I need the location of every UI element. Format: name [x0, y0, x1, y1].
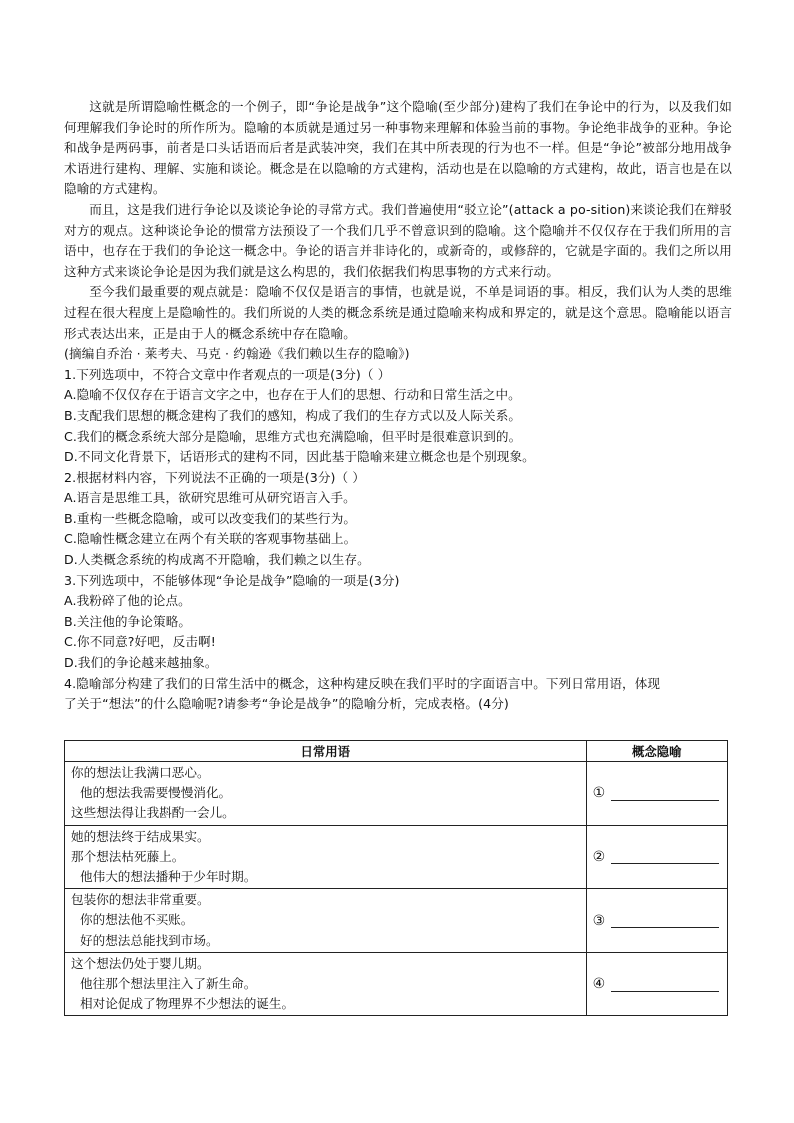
question-1-option-a: A.隐喻不仅仅存在于语言文字之中，也存在于人们的思想、行动和日常生活之中。: [64, 387, 521, 403]
question-2-option-b: B.重构一些概念隐喻，或可以改变我们的某些行为。: [64, 510, 357, 526]
phrase: 好的想法总能找到市场。: [80, 932, 219, 948]
phrases-cell: [65, 952, 587, 1016]
phrase: 你的想法让我满口恶心。: [71, 765, 210, 780]
column-header-concept-metaphor: 概念隐喻: [586, 741, 727, 762]
question-3-option-c: C.你不同意?好吧，反击啊!: [64, 634, 216, 650]
table-row: [65, 889, 728, 953]
column-header-daily-phrases: 日常用语: [65, 741, 587, 762]
question-3-option-a: A.我粉碎了他的论点。: [64, 593, 191, 609]
answer-cell[interactable]: [586, 889, 727, 953]
phrase: 他往那个想法里注入了新生命。: [80, 976, 257, 992]
answer-cell[interactable]: [586, 762, 727, 826]
answer-blank[interactable]: [611, 849, 719, 864]
phrases-cell: [65, 762, 587, 826]
question-4-stem-line-2: 了关于“想法”的什么隐喻呢?请参考“争论是战争”的隐喻分析，完成表格。(4分): [64, 696, 509, 712]
phrase: 相对论促成了物理界不少想法的诞生。: [80, 996, 295, 1012]
phrase: 他伟大的想法播种于少年时期。: [80, 869, 257, 885]
answer-cell[interactable]: [586, 952, 727, 1016]
question-2-stem: 2.根据材料内容，下列说法不正确的一项是(3分)（ ）: [64, 469, 366, 485]
passage-paragraph-1: 这就是所谓隐喻性概念的一个例子，即“争论是战争”这个隐喻(至少部分)建构了我们在争论中的行为，以及我们如何理解我们争论时的所作所为。隐喻的本质就是通过另一种事物来理解和体验当前的事物。争论绝非战争的亚种。争论和战争是两码事，前者是口头话语而后者是武装冲突，我们在其中所表现的行为也不一样。但是“争论”被部分地用战争术语进行建构、理解、实施和谈论。概念是在以隐喻的方式建构，活动也是在以隐喻的方式建构，故此，语言也是在以隐喻的方式建构。: [64, 99, 732, 197]
answer-blank[interactable]: [611, 913, 719, 928]
question-2-option-d: D.人类概念系统的构成离不开隐喻，我们赖之以生存。: [64, 552, 370, 568]
phrase: 这些想法得让我斟酌一会儿。: [71, 805, 235, 821]
passage-source: (摘编自乔治 · 莱考夫、马克 · 约翰逊《我们赖以生存的隐喻》): [64, 346, 410, 362]
answer-marker: ③: [592, 912, 606, 929]
passage-paragraph-3: 至今我们最重要的观点就是：隐喻不仅仅是语言的事情，也就是说，不单是词语的事。相反，我们认为人类的思维过程在很大程度上是隐喻性的。我们所说的人类的概念系统是通过隐喻来构成和界定的，就是这个意思。隐喻能以语言形式表达出来，正是由于人的概念系统中存在隐喻。: [64, 284, 732, 341]
question-1-option-c: C.我们的概念系统大部分是隐喻，思维方式也充满隐喻，但平时是很难意识到的。: [64, 428, 522, 444]
phrase: 这个想法仍处于婴儿期。: [71, 955, 210, 971]
phrase: 那个想法枯死藤上。: [71, 848, 185, 864]
answer-marker: ②: [592, 848, 606, 865]
answer-marker: ④: [592, 976, 606, 993]
question-2-option-c: C.隐喻性概念建立在两个有关联的客观事物基础上。: [64, 531, 357, 547]
phrases-cell: [65, 825, 587, 889]
question-3-stem: 3.下列选项中，不能够体现“争论是战争”隐喻的一项是(3分): [64, 572, 400, 588]
question-1-option-d: D.不同文化背景下，话语形式的建构不同，因此基于隐喻来建立概念也是个别现象。: [64, 449, 535, 465]
answer-cell[interactable]: [586, 825, 727, 889]
phrase: 他的想法我需要慢慢消化。: [80, 785, 232, 801]
metaphor-table: [64, 740, 728, 1016]
document-content: [64, 97, 732, 715]
answer-marker: ①: [592, 785, 606, 802]
phrase: 你的想法他不买账。: [80, 912, 194, 928]
question-3-option-b: B.关注他的争论策略。: [64, 613, 192, 629]
phrase: 包装你的想法非常重要。: [71, 892, 210, 908]
question-1-option-b: B.支配我们思想的概念建构了我们的感知，构成了我们的生存方式以及人际关系。: [64, 407, 522, 423]
question-3-option-d: D.我们的争论越来越抽象。: [64, 655, 218, 671]
answer-blank[interactable]: [611, 786, 719, 801]
table-row: [65, 762, 728, 826]
passage-paragraph-2: 而且，这是我们进行争论以及谈论争论的寻常方式。我们普遍使用“驳立论”(attack a po-sition)来谈论我们在辩驳对方的观点。这种谈论争论的惯常方法预设了一个我们几乎不曾意识到的隐喻。这个隐喻并不仅仅存在于我们所用的言语中，也存在于我们的争论这一概念中。争论的语言并非诗化的，或新奇的，或修辞的，它就是字面的。我们之所以用这种方式来谈论争论是因为我们就是这么构思的，我们依据我们构思事物的方式来行动。: [64, 201, 732, 279]
table-row: [65, 825, 728, 889]
question-1-stem: 1.下列选项中，不符合文章中作者观点的一项是(3分)（ ）: [64, 366, 391, 382]
question-2-option-a: A.语言是思维工具，欲研究思维可从研究语言入手。: [64, 490, 356, 506]
table-header-row: [65, 741, 728, 762]
table-row: [65, 952, 728, 1016]
phrases-cell: [65, 889, 587, 953]
answer-blank[interactable]: [611, 977, 719, 992]
question-4-stem-line-1: 4.隐喻部分构建了我们的日常生活中的概念，这种构建反映在我们平时的字面语言中。下列日常用语，体现: [64, 675, 661, 691]
phrase: 她的想法终于结成果实。: [71, 828, 210, 844]
